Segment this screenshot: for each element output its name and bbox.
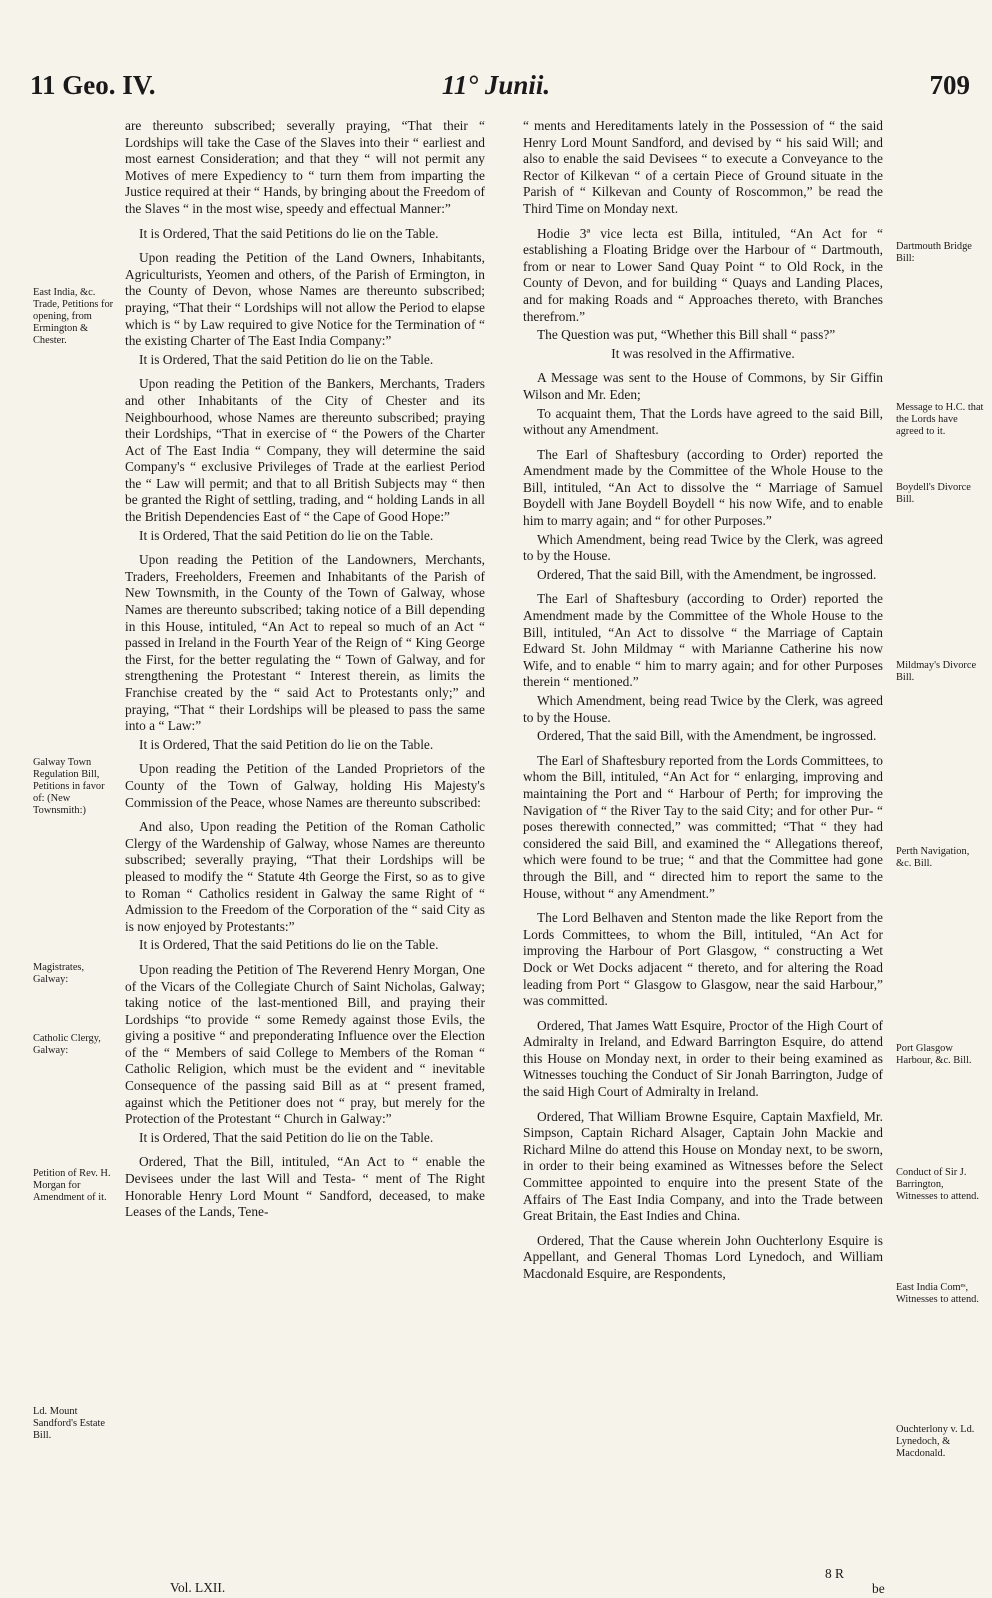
paragraph: Upon reading the Petition of the Landowners, Merchants, Traders, Freeholders, Freemen and Inhabitants of the Parish of New Townsmith, in the County of the Town of Galway, whose Names are thereunto subscribed; taking notice of a Bill depending in this House, intituled, “An Act to repeal so much of an Act “ passed in Ireland in the Fourth Year of the Reign of “ King George the First, for the better regulating the “ Town of Galway, and for strengthening the Protestant “ Interest therein, as limits the Franchise created by the “ said Act to Protestants only;” and praying, “That “ their Lordships will be pleased to pass the same into a “ Law:”	[125, 552, 485, 734]
volume-label: Vol. LXII.	[170, 1580, 226, 1595]
paragraph: It is Ordered, That the said Petition do lie on the Table.	[139, 736, 434, 752]
margin-note: East India Comᵉˢ, Witnesses to attend.	[896, 1282, 979, 1305]
paragraph: Ordered, That James Watt Esquire, Proctor of the High Court of Admiralty in Ireland, and Edward Barrington Esquire, do attend this House on Monday next, in order to their being examined as Witnesses touching the Conduct of Sir Jonah Barrington, Judge of the said High Court of Admiralty in Ireland.	[523, 1017, 883, 1100]
paragraph: It is Ordered, That the said Petitions do lie on the Table.	[139, 937, 439, 953]
paragraph: The Lord Belhaven and Stenton made the like Report from the Lords Committees, to whom the Bill, intituled, “An Act for improving the Harbour of Port Glasgow, “ constructing a Wet Dock or Wet Docks adjacent “ thereto, and for altering the Road leading from Port “ Glasgow to Glasgow, near the said Harbour,” was committed.	[523, 910, 883, 1009]
page-header	[0, 70, 992, 110]
paragraph: Ordered, That the Bill, intituled, “An Act to “ enable the Devisees under the last Will and Testa- “ ment of The Right Honorable Henry Lord Mount “ Sandford, deceased, to make Leases of the Lands, Tene-	[125, 1154, 485, 1220]
paragraph: It is Ordered, That the said Petition do lie on the Table.	[139, 1129, 434, 1145]
paragraph: It is Ordered, That the said Petitions do lie on the Table.	[139, 225, 439, 241]
paragraph: Upon reading the Petition of the Bankers, Merchants, Traders and other Inhabitants of the City of Chester and its Neighbourhood, whose Names are thereunto subscribed; praying their Lordships, “That in exercise of “ the Powers of the Charter Act of The East India “ Company, they will determine the said Company's “ exclusive Privileges of Trade at the earliest Period the “ Law will permit; and that to all British Subjects may “ then be granted the Right of settling, trading, and “ holding Lands in all the British Dependencies East of “ the Cape of Good Hope:”	[125, 376, 485, 525]
margin-note: Port Glasgow Harbour, &c. Bill.	[896, 1043, 972, 1066]
page-date: 11° Junii.	[441, 70, 551, 100]
paragraph: Upon reading the Petition of the Land Owners, Inhabitants, Agriculturists, Yeomen and others, of the Parish of Ermington, in the County of Devon, whose Names are thereunto subscribed; praying, “That their “ Lordships will not allow the Period to elapse which is “ by Law required to give Notice for the Termination of “ the existing Charter of The East India Company:”	[125, 250, 485, 349]
margin-note: Message to H.C. that the Lords have agreed to it.	[896, 402, 984, 437]
margin-note: Petition of Rev. H. Morgan for Amendment of it.	[33, 1168, 111, 1203]
paragraph: Upon reading the Petition of the Landed Proprietors of the County of the Town of Galway, holding His Majesty's Commission of the Peace, whose Names are thereunto subscribed:	[125, 761, 485, 810]
catchword: be	[872, 1581, 885, 1596]
paragraph: To acquaint them, That the Lords have agreed to the said Bill, without any Amendment.	[523, 405, 883, 438]
page-number: 709	[929, 70, 970, 100]
paragraph: The Question was put, “Whether this Bill shall “ pass?”	[537, 327, 836, 343]
margin-note: Magistrates, Galway:	[33, 962, 85, 985]
margin-note: East India, &c. Trade, Petitions for opening, from Ermington & Chester.	[33, 287, 114, 346]
margin-note: Perth Navigation, &c. Bill.	[896, 846, 970, 869]
paragraph: It is Ordered, That the said Petition do lie on the Table.	[139, 351, 434, 367]
margin-note: Galway Town Regulation Bill, Petitions in favor of: (New Townsmith:)	[33, 757, 105, 816]
margin-note: Ouchterlony v. Ld. Lynedoch, & Macdonald.	[896, 1424, 975, 1459]
paragraph: Ordered, That the Cause wherein John Ouchterlony Esquire is Appellant, and General Thomas Lord Lynedoch, and William Macdonald Esquire, are Respondents,	[523, 1232, 883, 1281]
paragraph: Upon reading the Petition of The Reverend Henry Morgan, One of the Vicars of the Collegiate Church of Saint Nicholas, Galway; taking notice of the last-mentioned Bill, and praying their Lordships “to provide “ some Remedy against those Evils, the giving a positive “ and preponderating Influence over the Election of the “ Members of said College to Members of the Roman “ Catholic Religion, which must be the evident and “ inevitable Consequence of the passing said Bill as at “ present framed, against which the Petitioner does not “ pray, but merely for the Protection of the Protestant “ Church in Galway:”	[125, 961, 485, 1127]
paragraph: A Message was sent to the House of Commons, by Sir Giffin Wilson and Mr. Eden;	[523, 370, 883, 402]
paragraph: It is Ordered, That the said Petition do lie on the Table.	[139, 527, 434, 543]
paragraph: It was resolved in the Affirmative.	[611, 345, 795, 361]
paragraph: And also, Upon reading the Petition of the Roman Catholic Clergy of the Wardenship of Galway, whose Names are thereunto subscribed; severally praying, “That their Lordships will be pleased to modify the “ Statute 4th George the First, so as to give to Roman “ Catholics resident in Galway the same Right of “ Admission to the Freedom of the Corporation of the “ said City as is now enjoyed by Protestants:”	[125, 819, 485, 934]
right-column	[523, 118, 883, 1291]
margin-note: Ld. Mount Sandford's Estate Bill.	[33, 1406, 105, 1441]
regnal-year: 11 Geo. IV.	[30, 70, 156, 100]
margin-note: Boydell's Divorce Bill.	[896, 482, 971, 505]
paragraph: are thereunto subscribed; severally praying, “That their “ Lordships will take the Case of the Slaves into their “ earliest and most earnest Consideration; and that they “ will not permit any Motives of mere Expediency to “ turn them from imparting the Justice required at their “ Hands, by bringing about the Freedom of the Slaves “ in the most wise, speedy and effectual Manner:”	[125, 118, 485, 216]
signature-mark: 8 R	[825, 1566, 844, 1581]
paragraph: Hodie 3ª vice lecta est Billa, intituled, “An Act for “ establishing a Floating Bridge over the Harbour of “ Dartmouth, from or near to Lower Sand Quay Point “ to Old Rock, in the County of Devon, and for building “ Quays and Landing Places, and for making Roads and “ Approaches thereto, with Branches therefrom.”	[523, 225, 883, 324]
paragraph: The Earl of Shaftesbury (according to Order) reported the Amendment made by the Committee of the Whole House to the Bill, intituled, “An Act to dissolve “ the Marriage of Captain Edward St. John Mildmay “ with Marianne Catherine his now Wife, and to enable “ him to marry again; and for other Purposes therein “ mentioned.”	[523, 591, 883, 690]
paragraph: Ordered, That the said Bill, with the Amendment, be ingrossed.	[537, 728, 877, 744]
paragraph: “ ments and Hereditaments lately in the Possession of “ the said Henry Lord Mount Sandford, and devised by “ his said Will; and also to enable the said Devisees “ to execute a Conveyance to the Rector of Kilkevan “ of a certain Piece of Ground situate in the Parish of “ Kilkevan and County of Roscommon,” be read the Third Time on Monday next.	[523, 118, 883, 216]
paragraph: Ordered, That William Browne Esquire, Captain Maxfield, Mr. Simpson, Captain Richard Alsager, Captain John Mackie and Richard Milne do attend this House on Monday next, to be sworn, in order to their being examined as Witnesses before the Select Committee appointed to enquire into the present State of the Affairs of The East India Company, and into the Trade between Great Britain, the East Indies and China.	[523, 1108, 883, 1224]
paragraph: The Earl of Shaftesbury (according to Order) reported the Amendment made by the Committee of the Whole House to the Bill, intituled, “An Act to dissolve the “ Marriage of Samuel Boydell with Jane Boydell Boydell “ his now Wife, and to enable him to marry again; and “ for other Purposes.”	[523, 446, 883, 529]
paragraph: Which Amendment, being read Twice by the Clerk, was agreed to by the House.	[523, 531, 883, 564]
paragraph: The Earl of Shaftesbury reported from the Lords Committees, to whom the Bill, intituled, “An Act for “ enlarging, improving and maintaining the Port and “ Harbour of Perth; for improving the Navigation of “ the River Tay to the said City; and for other Pur- “ poses therewith connected,” was committed; “That “ they had considered the said Bill, and examined the “ Allegations thereof, which were found to be true; “ and that the Committee had gone through the Bill, and “ directed him to report the same to the House, without “ any Amendment.”	[523, 752, 883, 901]
margin-note: Mildmay's Divorce Bill.	[896, 660, 977, 683]
paragraph: Which Amendment, being read Twice by the Clerk, was agreed to by the House.	[523, 693, 883, 725]
margin-note: Dartmouth Bridge Bill:	[896, 241, 972, 264]
paragraph: Ordered, That the said Bill, with the Amendment, be ingrossed.	[537, 566, 877, 582]
left-column	[125, 118, 485, 1229]
margin-note: Conduct of Sir J. Barrington, Witnesses to attend.	[896, 1167, 979, 1202]
margin-note: Catholic Clergy, Galway:	[33, 1033, 101, 1056]
